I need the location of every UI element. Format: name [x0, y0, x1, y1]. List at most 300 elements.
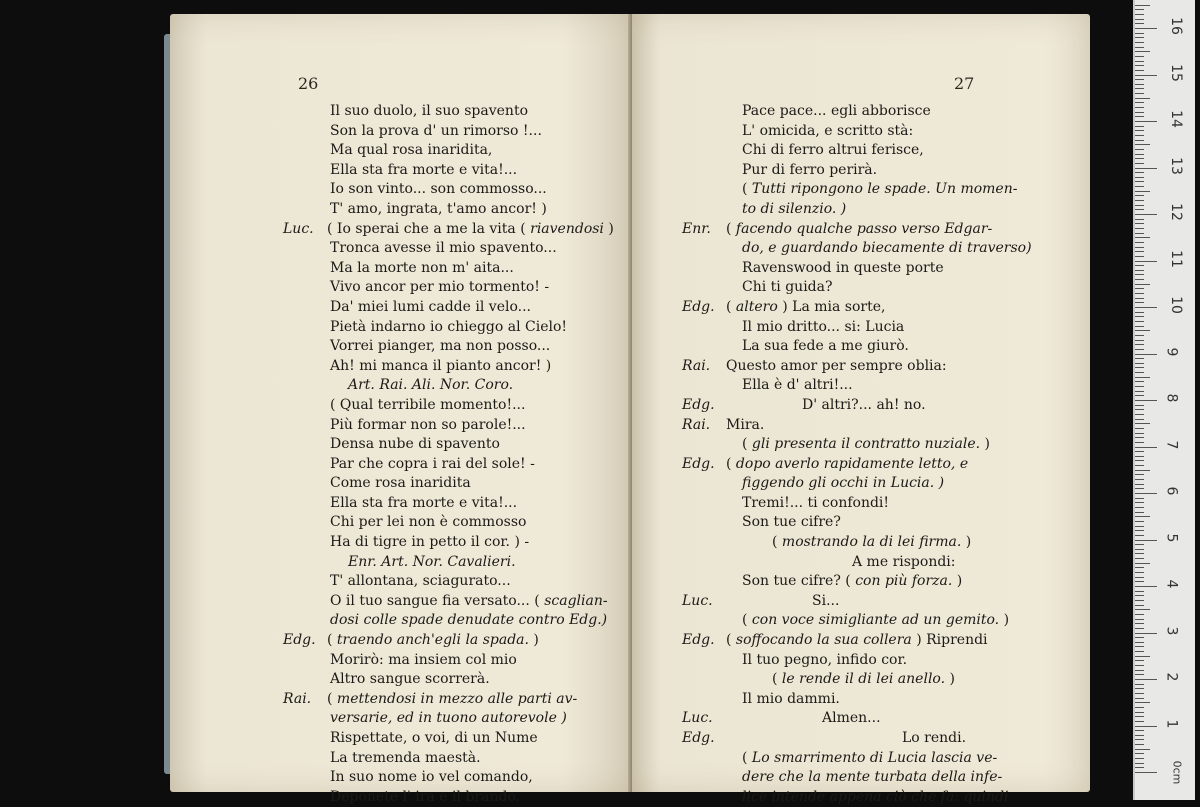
ruler-tick [1135, 563, 1150, 564]
line-text [330, 180, 547, 200]
ruler-tick [1135, 758, 1144, 759]
ruler-unit: 0cm [1170, 760, 1184, 785]
dialogue-text: Par che copra i rai del sole! - [330, 455, 535, 472]
dialogue-text: A me rispondi: [852, 553, 956, 570]
ruler-tick [1135, 377, 1150, 378]
line-text [742, 337, 909, 357]
ruler-tick [1135, 214, 1157, 215]
dialogue-text: Tremi!... ti confondi! [742, 494, 890, 511]
dialogue-text: Ah! mi manca il pianto ancor! ) [330, 357, 552, 374]
line-text [742, 141, 924, 161]
ruler-tick [1135, 698, 1144, 699]
speaker-label: Luc. [682, 592, 713, 609]
ruler-tick [1135, 121, 1157, 122]
dialogue-text: ) [945, 671, 955, 688]
ruler-tick [1135, 140, 1144, 141]
text-line [632, 416, 1090, 436]
line-text [852, 553, 956, 573]
dialogue-text: Chi per lei non è commosso [330, 514, 527, 531]
dialogue-text: Ella sta fra morte e vita!... [330, 161, 518, 178]
line-text [742, 768, 1002, 788]
text-line [632, 122, 1090, 142]
ruler-tick [1135, 623, 1144, 624]
dialogue-text: ( [726, 298, 736, 315]
ruler-tick [1135, 93, 1144, 94]
text-line [170, 513, 632, 533]
line-text [330, 513, 526, 533]
ruler-tick [1135, 619, 1144, 620]
text-line [632, 474, 1090, 494]
stage-direction: le rende il di lei anello. [781, 671, 946, 688]
ruler-tick [1135, 437, 1144, 438]
dialogue-text: Son tue cifre? ( [742, 573, 856, 590]
dialogue-text: Il tuo pegno, infido cor. [742, 651, 908, 668]
ruler-tick [1135, 628, 1144, 629]
text-line [632, 220, 1090, 240]
ruler-tick [1135, 28, 1157, 29]
stage-direction: riavendosi [530, 220, 604, 237]
dialogue-text: Son la prova d' un rimorso !... [330, 122, 542, 139]
ruler-tick [1135, 726, 1157, 727]
text-line [170, 631, 632, 651]
ruler-tick [1135, 251, 1144, 252]
line-text [330, 357, 551, 377]
text-line [632, 749, 1090, 769]
stage-direction: to di silenzio. ) [742, 200, 847, 217]
ruler-tick [1135, 521, 1144, 522]
line-text [742, 102, 931, 122]
speaker-label: Rai. [283, 690, 312, 707]
ruler-tick [1135, 712, 1144, 713]
text-line [632, 592, 1090, 612]
ruler-tick [1135, 665, 1144, 666]
line-text [348, 376, 513, 396]
line-text [742, 278, 832, 298]
text-line [170, 278, 632, 298]
line-text [330, 788, 520, 807]
ruler-tick [1135, 512, 1144, 513]
ruler-tick [1135, 177, 1144, 178]
ruler-tick [1135, 154, 1144, 155]
ruler-tick [1135, 605, 1144, 606]
dialogue-text: Come rosa inaridita [330, 475, 471, 492]
line-text [327, 631, 539, 651]
line-text [330, 298, 531, 318]
dialogue-text: Vivo ancor per mio tormento! - [330, 279, 550, 296]
ruler-tick [1135, 316, 1144, 317]
text-line [170, 161, 632, 181]
text-line [170, 298, 632, 318]
dialogue-text: Vorrei pianger, ma non posso... [330, 338, 551, 355]
ruler-tick [1135, 149, 1144, 150]
page-number-left: 26 [298, 74, 319, 93]
ruler-tick [1135, 335, 1144, 336]
ruler-number: 4 [1163, 579, 1180, 589]
line-text [330, 611, 607, 631]
line-text [742, 180, 1017, 200]
ruler-tick [1135, 405, 1144, 406]
ruler-tick [1135, 507, 1144, 508]
ruler-tick [1135, 567, 1144, 568]
ruler-tick [1135, 670, 1144, 671]
ruler-number: 12 [1167, 203, 1184, 221]
text-line [632, 709, 1090, 729]
ruler-tick [1135, 633, 1157, 634]
ruler-tick [1135, 135, 1144, 136]
ruler-tick [1135, 730, 1144, 731]
stage-direction: do, e guardando biecamente di traverso) [742, 240, 1032, 257]
ruler-number: 11 [1167, 249, 1184, 268]
ruler-tick [1135, 274, 1144, 275]
line-text [330, 259, 514, 279]
speaker-label: Rai. [682, 416, 711, 433]
stage-direction: con più forza. [855, 573, 953, 590]
ruler-tick [1135, 265, 1144, 266]
ruler-tick [1135, 716, 1144, 717]
line-text [742, 611, 1009, 631]
ruler-tick [1135, 195, 1144, 196]
speaker-label: Luc. [682, 710, 713, 727]
ruler-tick [1135, 595, 1144, 596]
dialogue-text: T' amo, ingrata, t'amo ancor! ) [330, 200, 547, 217]
line-text [742, 513, 841, 533]
right-page-text [632, 102, 1090, 807]
ruler-tick [1135, 23, 1144, 24]
line-text [742, 651, 907, 671]
dialogue-text: Almen... [822, 710, 881, 727]
line-text [330, 278, 549, 298]
line-text [742, 239, 1032, 259]
dialogue-text: O il tuo sangue fia versato... ( [330, 592, 545, 609]
line-text [330, 768, 533, 788]
line-text [330, 416, 526, 436]
ruler-tick [1135, 572, 1144, 573]
text-line [170, 474, 632, 494]
line-text [726, 220, 992, 240]
line-text [726, 298, 885, 318]
ruler-tick [1135, 637, 1144, 638]
stage-direction: mostrando la di lei firma. [781, 534, 962, 551]
dialogue-text: Si... [812, 592, 840, 609]
ruler-tick [1135, 200, 1144, 201]
text-line [632, 651, 1090, 671]
ruler-tick [1135, 270, 1144, 271]
dialogue-text: Deponete l' ira e il brando. [330, 788, 521, 805]
ruler-tick [1135, 358, 1144, 359]
page-number-right: 27 [954, 74, 975, 93]
ruler-tick [1135, 367, 1144, 368]
dialogue-text: ) [961, 534, 972, 551]
dialogue-text: ) [980, 436, 990, 453]
ruler-tick [1135, 474, 1144, 475]
dialogue-text: Son tue cifre? [742, 514, 841, 531]
ruler-tick [1135, 749, 1150, 750]
speaker-label: Edg. [682, 396, 715, 413]
ruler-tick [1135, 419, 1144, 420]
ruler-tick [1135, 460, 1144, 461]
dialogue-text: ( [726, 220, 736, 237]
dialogue-text: D' altri?... ah! no. [802, 396, 926, 413]
line-text [726, 416, 764, 436]
ruler-tick [1135, 288, 1144, 289]
text-line [170, 768, 632, 788]
dialogue-text: Tronca avesse il mio spavento... [330, 240, 557, 257]
line-text [330, 749, 481, 769]
ruler-tick [1135, 763, 1144, 764]
ruler-tick [1135, 237, 1150, 238]
dialogue-text: Io son vinto... son commosso... [330, 181, 547, 198]
line-text [742, 435, 990, 455]
ruler-tick [1135, 526, 1144, 527]
left-page [170, 14, 632, 805]
ruler-tick [1135, 33, 1144, 34]
ruler-tick [1135, 65, 1144, 66]
line-text [327, 690, 577, 710]
line-text [330, 709, 567, 729]
line-text [330, 592, 608, 612]
text-line [170, 141, 632, 161]
ruler-tick [1135, 284, 1150, 285]
ruler-tick [1135, 242, 1144, 243]
text-line [170, 239, 632, 259]
ruler-number: 15 [1167, 63, 1184, 82]
dialogue-text: T' allontana, sciagurato... [330, 573, 511, 590]
text-line [170, 651, 632, 671]
dialogue-text: ( [327, 690, 337, 707]
ruler-number: 8 [1163, 393, 1180, 403]
text-line [170, 396, 632, 416]
ruler-number: 7 [1163, 440, 1180, 449]
left-page-text [170, 102, 632, 807]
ruler-tick [1135, 381, 1144, 382]
line-text [742, 200, 846, 220]
line-text [742, 572, 962, 592]
ruler-tick [1135, 744, 1144, 745]
ruler-tick [1135, 205, 1144, 206]
ruler-tick [1135, 326, 1144, 327]
ruler-tick [1135, 349, 1144, 350]
ruler-tick [1135, 767, 1144, 768]
text-line [632, 611, 1090, 631]
line-text [330, 396, 525, 416]
stage-direction: figgendo gli occhi in Lucia. ) [742, 475, 945, 492]
text-line [632, 768, 1090, 788]
text-line [632, 141, 1090, 161]
dialogue-text: In suo nome io vel comando, [330, 769, 533, 786]
ruler-tick [1135, 772, 1157, 773]
text-line [632, 318, 1090, 338]
line-text [902, 729, 966, 749]
ruler-tick [1135, 363, 1144, 364]
line-text [330, 435, 500, 455]
dialogue-text: Ella è d' altri!... [742, 377, 853, 394]
dialogue-text: Ma qual rosa inaridita, [330, 142, 493, 159]
ruler-number: 3 [1163, 626, 1180, 635]
ruler-tick [1135, 428, 1144, 429]
ruler-tick [1135, 660, 1144, 661]
speaker-label: Edg. [682, 455, 715, 472]
ruler-tick [1135, 56, 1144, 57]
ruler-tick [1135, 470, 1150, 471]
dialogue-text: Chi ti guida? [742, 279, 833, 296]
stage-direction: Art. Rai. Ali. Nor. Coro. [348, 377, 514, 394]
ruler-tick [1135, 442, 1144, 443]
ruler-tick [1135, 386, 1144, 387]
text-line [632, 729, 1090, 749]
ruler-tick [1135, 191, 1150, 192]
ruler-tick [1135, 391, 1144, 392]
text-line [632, 200, 1090, 220]
ruler-tick [1135, 591, 1144, 592]
ruler-tick [1135, 577, 1144, 578]
dialogue-text: La sua fede a me giurò. [742, 338, 909, 355]
ruler-tick [1135, 451, 1144, 452]
dialogue-text: ) Riprendi [911, 632, 988, 649]
line-text [330, 455, 535, 475]
ruler-number: 9 [1163, 347, 1180, 356]
text-line [632, 396, 1090, 416]
ruler-tick [1135, 693, 1144, 694]
text-line [632, 631, 1090, 651]
text-line [170, 180, 632, 200]
line-text [330, 102, 528, 122]
dialogue-text: ( [742, 749, 752, 766]
line-text [802, 396, 926, 416]
text-line [170, 749, 632, 769]
text-line [632, 357, 1090, 377]
dialogue-text: Il mio dammi. [742, 690, 840, 707]
ruler-tick [1135, 172, 1144, 173]
text-line [632, 788, 1090, 807]
line-text [742, 690, 840, 710]
ruler-tick [1135, 47, 1144, 48]
dialogue-text: Pace pace... egli abborisce [742, 103, 931, 119]
line-text [330, 122, 542, 142]
text-line [170, 102, 632, 122]
text-line [170, 690, 632, 710]
ruler-tick [1135, 321, 1144, 322]
ruler-tick [1135, 498, 1144, 499]
line-text [726, 357, 947, 377]
text-line [170, 572, 632, 592]
line-text [330, 651, 517, 671]
text-line [170, 220, 632, 240]
ruler-tick [1135, 330, 1150, 331]
dialogue-text: Morirò: ma insiem col mio [330, 651, 517, 668]
text-line [632, 670, 1090, 690]
dialogue-text: Da' miei lumi cadde il velo... [330, 298, 531, 315]
ruler-tick [1135, 112, 1144, 113]
line-text [742, 122, 913, 142]
ruler-tick [1135, 516, 1150, 517]
text-line [170, 670, 632, 690]
ruler-tick [1135, 679, 1157, 680]
ruler-tick [1135, 107, 1144, 108]
ruler-tick [1135, 544, 1144, 545]
ruler-tick [1135, 75, 1157, 76]
right-page [632, 14, 1090, 805]
stage-direction: Enr. Art. Nor. Cavalieri. [348, 553, 516, 570]
dialogue-text: Altro sangue scorrerà. [330, 671, 490, 688]
speaker-label: Rai. [682, 357, 711, 374]
text-line [170, 122, 632, 142]
text-line [632, 690, 1090, 710]
ruler-tick [1135, 298, 1144, 299]
text-line [170, 592, 632, 612]
stage-direction: dosi colle spade denudate contro Edg.) [330, 612, 608, 629]
text-line [170, 611, 632, 631]
stage-direction: dopo averlo rapidamente letto, e [735, 455, 969, 472]
text-line [170, 337, 632, 357]
stage-direction: altero [735, 298, 778, 315]
ruler-number: 16 [1167, 17, 1184, 35]
line-text [726, 631, 988, 651]
text-line [632, 278, 1090, 298]
ruler-tick [1135, 209, 1144, 210]
dialogue-text: Ha di tigre in petto il cor. ) - [330, 534, 530, 551]
ruler-tick [1135, 540, 1157, 541]
ruler-tick [1135, 102, 1144, 103]
line-text [726, 455, 968, 475]
ruler-tick [1135, 19, 1144, 20]
dialogue-text: ) La mia sorte, [777, 298, 886, 315]
dialogue-text: ( Io sperai che a me la vita ( [327, 220, 531, 237]
dialogue-text: Chi di ferro altrui ferisce, [742, 142, 924, 159]
ruler-tick [1135, 674, 1144, 675]
ruler-tick [1135, 219, 1144, 220]
ruler-number: 10 [1167, 296, 1184, 314]
stage-direction: traendo anch'egli la spada. [336, 632, 529, 649]
ruler-tick [1135, 735, 1144, 736]
line-text [742, 494, 889, 514]
dialogue-text: Ella sta fra morte e vita!... [330, 494, 518, 511]
dialogue-text: Densa nube di spavento [330, 436, 500, 453]
text-line [170, 494, 632, 514]
ruler-tick [1135, 609, 1150, 610]
dialogue-text: ( [327, 632, 337, 649]
text-line [632, 513, 1090, 533]
ruler-tick [1135, 479, 1144, 480]
ruler-tick [1135, 261, 1157, 262]
stage-direction: soffocando la sua collera [735, 632, 912, 649]
ruler-tick [1135, 372, 1144, 373]
line-text [327, 220, 614, 240]
line-text [742, 788, 1008, 807]
line-text [772, 670, 955, 690]
ruler-tick [1135, 502, 1144, 503]
ruler-tick [1135, 354, 1157, 355]
ruler-tick [1135, 163, 1144, 164]
stage-direction: dere che la mente turbata della infe- [742, 769, 1003, 786]
dialogue-text: ( [726, 455, 736, 472]
ruler-tick [1135, 465, 1144, 466]
ruler-tick [1135, 739, 1144, 740]
text-line [632, 376, 1090, 396]
text-line [632, 435, 1090, 455]
line-text [330, 141, 492, 161]
dialogue-text: La tremenda maestà. [330, 749, 481, 766]
line-text [742, 376, 853, 396]
text-line [170, 435, 632, 455]
ruler-tick [1135, 247, 1144, 248]
ruler-tick [1135, 186, 1144, 187]
ruler-tick [1135, 5, 1150, 6]
text-line [170, 357, 632, 377]
dialogue-text: Più formar non so parole!... [330, 416, 526, 433]
ruler-tick [1135, 642, 1144, 643]
ruler-tick [1135, 144, 1150, 145]
ruler-number: 13 [1167, 156, 1184, 175]
